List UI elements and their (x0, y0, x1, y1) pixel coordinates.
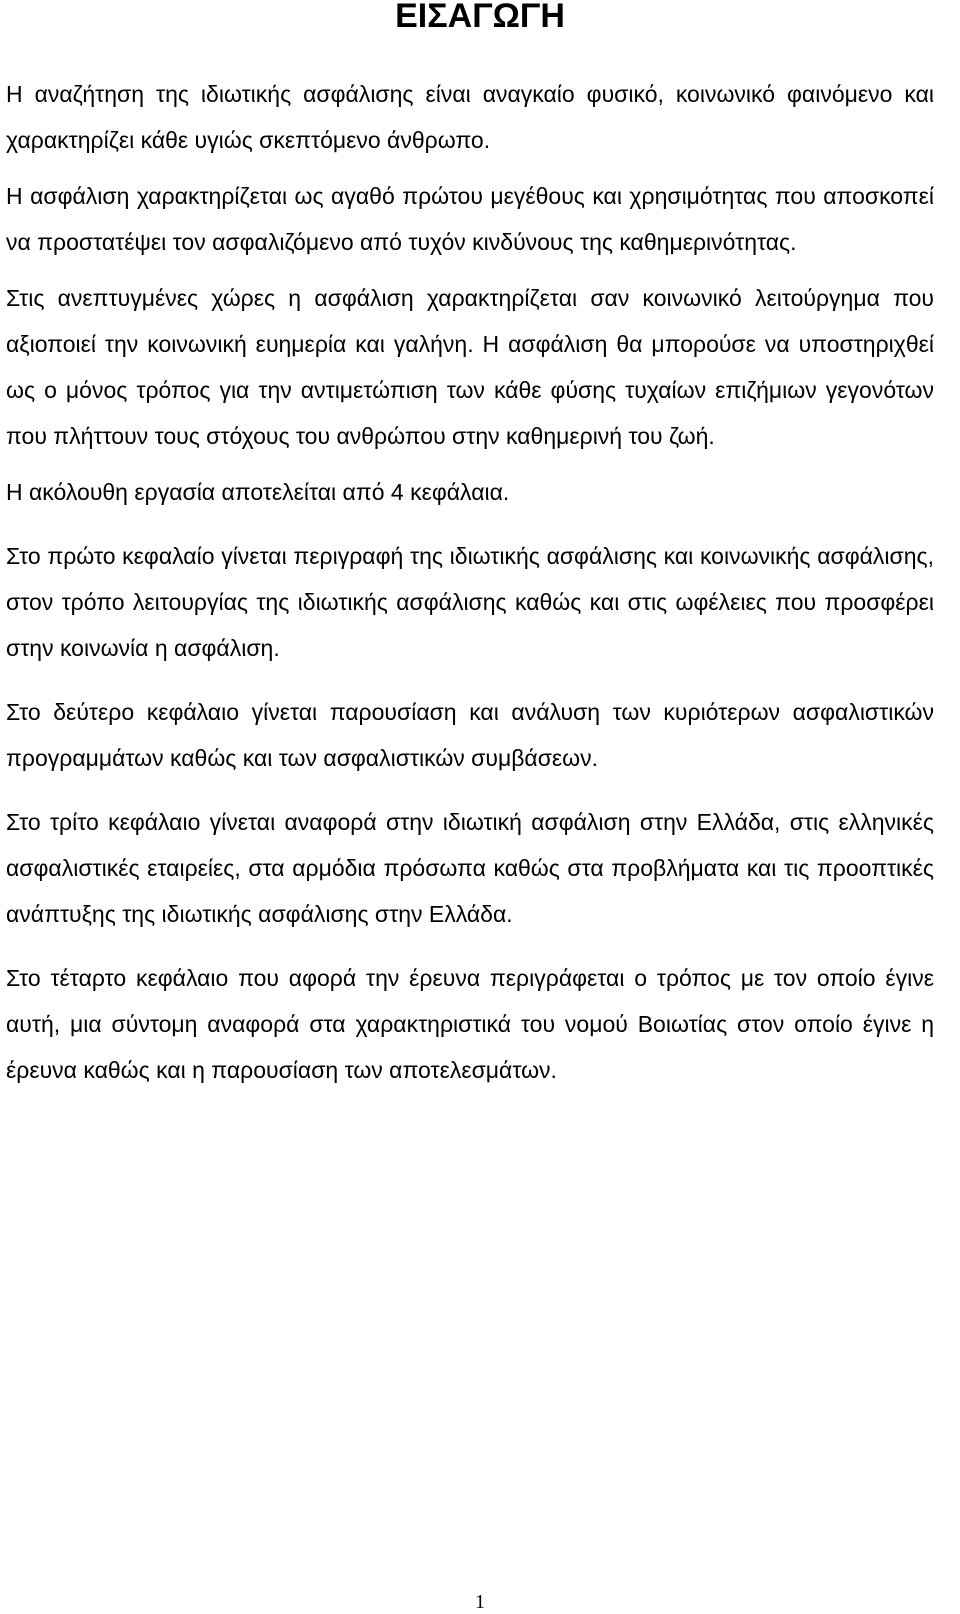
paragraph-3: Στις ανεπτυγμένες χώρες η ασφάλιση χαρακτηρίζεται σαν κοινωνικό λειτούργημα που αξιοποιεί την κοινωνική ευημερία και γαλήνη. Η ασφάλιση θα μπορούσε να υποστηριχθεί ως ο μόνος τρόπος για την αντιμετώπιση των κάθε φύσης τυχαίων επιζήμιων γεγονότων που πλήττουν τους στόχους του ανθρώπου στην καθημερινή του ζωή. (6, 285, 934, 449)
page-title: ΕΙΣΑΓΩΓΗ (395, 0, 565, 35)
page-number: 1 (475, 1591, 485, 1613)
paragraph-7: Στο τρίτο κεφάλαιο γίνεται αναφορά στην ιδιωτική ασφάλιση στην Ελλάδα, στις ελληνικές ασφαλιστικές εταιρείες, στα αρμόδια πρόσωπα καθώς στα προβλήματα και τις προοπτικές ανάπτυξης της ιδιωτικής ασφάλισης στην Ελλάδα. (6, 809, 934, 927)
paragraph-4: Η ακόλουθη εργασία αποτελείται από 4 κεφάλαια. (6, 479, 510, 505)
paragraph-1: Η αναζήτηση της ιδιωτικής ασφάλισης είναι αναγκαίο φυσικό, κοινωνικό φαινόμενο και χαρακτηρίζει κάθε υγιώς σκεπτόμενο άνθρωπο. (6, 81, 934, 153)
paragraph-5: Στο πρώτο κεφαλαίο γίνεται περιγραφή της ιδιωτικής ασφάλισης και κοινωνικής ασφάλισης, στον τρόπο λειτουργίας της ιδιωτικής ασφάλισης καθώς και στις ωφέλειες που προσφέρει στην κοινωνία η ασφάλιση. (6, 543, 934, 661)
paragraph-2: Η ασφάλιση χαρακτηρίζεται ως αγαθό πρώτου μεγέθους και χρησιμότητας που αποσκοπεί να προστατέψει τον ασφαλιζόμενο από τυχόν κινδύνους της καθημερινότητας. (6, 183, 934, 255)
document-body (6, 71, 934, 1093)
paragraph-6: Στο δεύτερο κεφάλαιο γίνεται παρουσίαση και ανάλυση των κυριότερων ασφαλιστικών προγραμμάτων καθώς και των ασφαλιστικών συμβάσεων. (6, 699, 934, 771)
paragraph-8: Στο τέταρτο κεφάλαιο που αφορά την έρευνα περιγράφεται ο τρόπος με τον οποίο έγινε αυτή, μια σύντομη αναφορά στα χαρακτηριστικά του νομού Βοιωτίας στον οποίο έγινε η έρευνα καθώς και η παρουσίαση των αποτελεσμάτων. (6, 965, 934, 1083)
